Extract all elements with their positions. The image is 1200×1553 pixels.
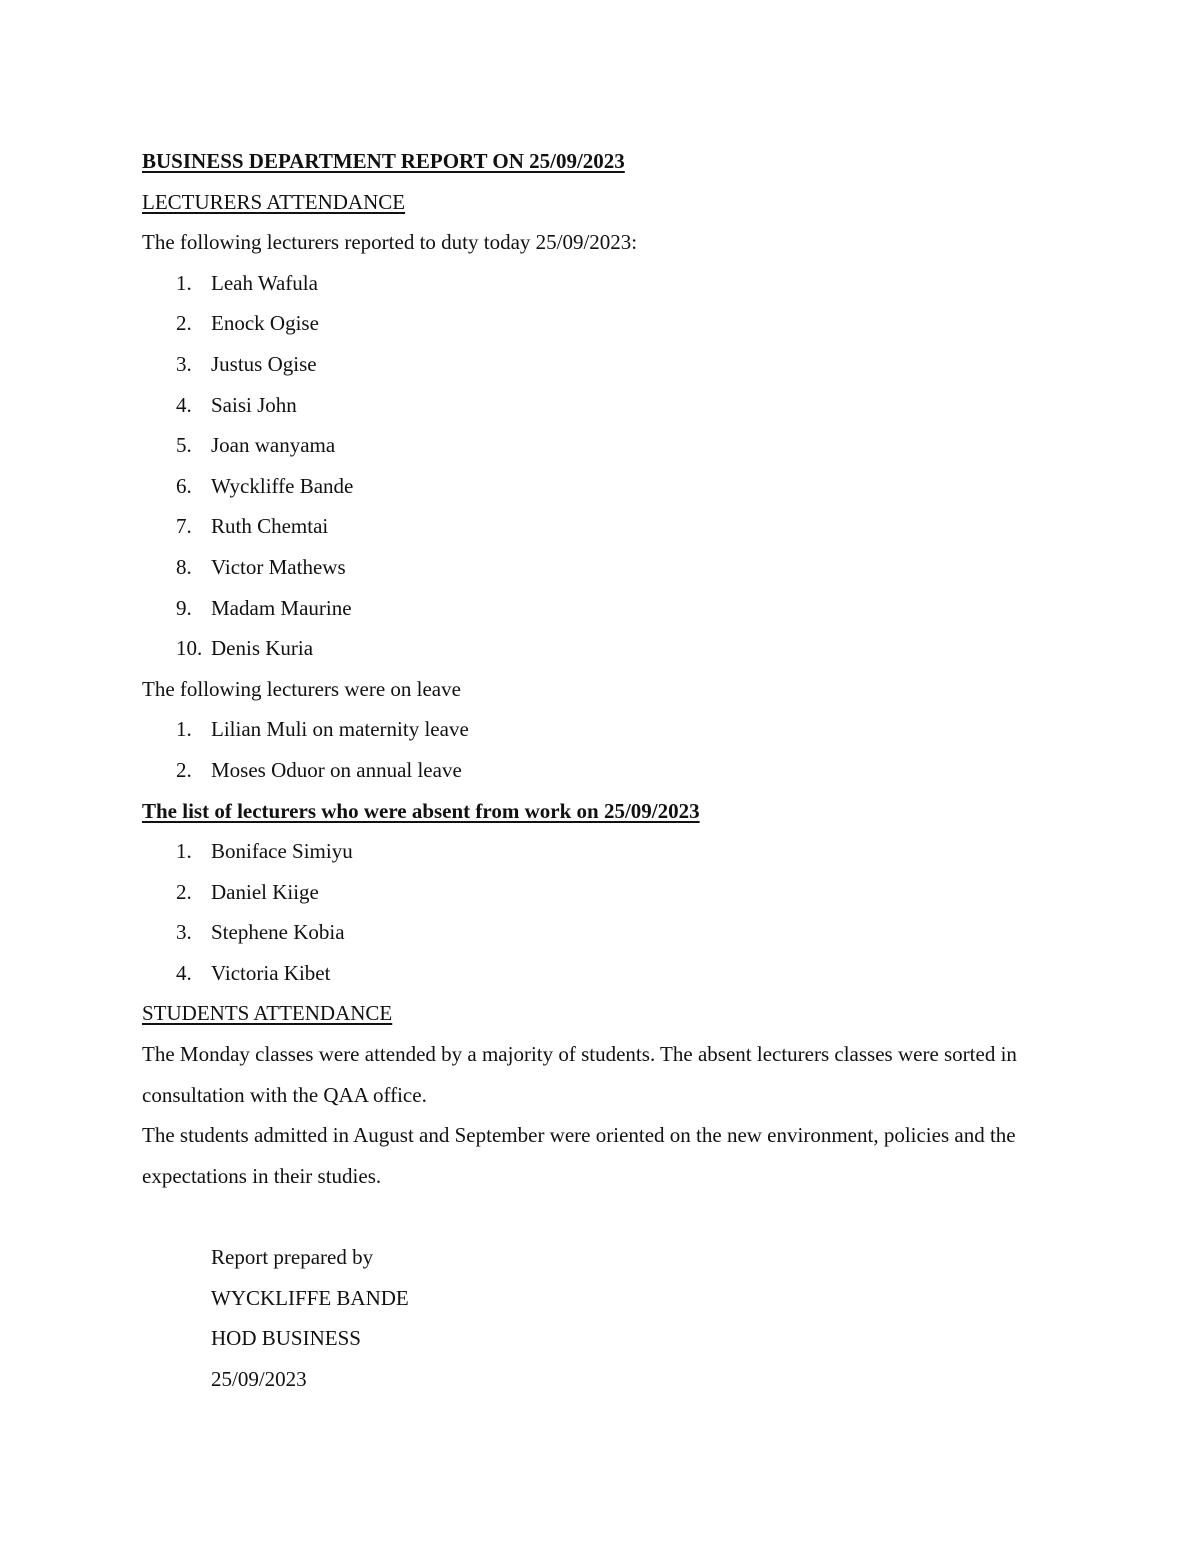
- list-number: 1.: [176, 270, 192, 295]
- list-item: [142, 831, 1072, 872]
- lecturer-name: Moses Oduor on annual leave: [211, 757, 462, 782]
- lecturer-name: Enock Ogise: [211, 311, 319, 336]
- list-item: [142, 506, 1072, 547]
- lecturer-name: Denis Kuria: [211, 636, 314, 661]
- list-item: [142, 425, 1072, 466]
- lecturer-name: Victor Mathews: [211, 554, 346, 579]
- author-name: WYCKLIFFE BANDE: [211, 1285, 409, 1310]
- list-item: [142, 466, 1072, 507]
- lecturer-name: Saisi John: [211, 392, 297, 417]
- lecturer-name: Victoria Kibet: [211, 960, 331, 985]
- lecturer-name: Leah Wafula: [211, 270, 318, 295]
- list-number: 4.: [176, 392, 192, 417]
- list-item: [142, 385, 1072, 426]
- list-number: 1.: [176, 717, 192, 742]
- list-number: 9.: [176, 595, 192, 620]
- list-item: [142, 547, 1072, 588]
- lecturer-name: Stephene Kobia: [211, 920, 345, 945]
- list-item: [142, 263, 1072, 304]
- list-item: [142, 912, 1072, 953]
- lecturer-name: Ruth Chemtai: [211, 514, 329, 539]
- list-item: [142, 344, 1072, 385]
- blank-line: [142, 1196, 1072, 1237]
- report-title: BUSINESS DEPARTMENT REPORT ON 25/09/2023: [142, 149, 625, 173]
- students-paragraph-2: The students admitted in August and September were oriented on the new environment, policies and the expectations in their studies.: [142, 1123, 1016, 1188]
- list-number: 4.: [176, 960, 192, 985]
- leave-lecturers-list: [142, 709, 1072, 790]
- list-number: 3.: [176, 920, 192, 945]
- list-item: [142, 303, 1072, 344]
- list-number: 2.: [176, 757, 192, 782]
- signature-block: [142, 1237, 1072, 1399]
- lecturer-name: Daniel Kiige: [211, 879, 319, 904]
- lecturer-name: Madam Maurine: [211, 595, 352, 620]
- lecturer-name: Justus Ogise: [211, 351, 317, 376]
- list-number: 1.: [176, 839, 192, 864]
- list-item: [142, 709, 1072, 750]
- list-item: [142, 750, 1072, 791]
- leave-intro: The following lecturers were on leave: [142, 676, 461, 701]
- lecturer-name: Lilian Muli on maternity leave: [211, 717, 469, 742]
- absent-heading: The list of lecturers who were absent from work on 25/09/2023: [142, 798, 700, 823]
- report-date: 25/09/2023: [211, 1366, 307, 1391]
- document-page: [142, 141, 1072, 1399]
- list-number: 2.: [176, 311, 192, 336]
- author-role: HOD BUSINESS: [211, 1326, 361, 1351]
- lecturer-name: Joan wanyama: [211, 433, 336, 458]
- list-number: 7.: [176, 514, 192, 539]
- lecturer-name: Wyckliffe Bande: [211, 473, 354, 498]
- list-number: 2.: [176, 879, 192, 904]
- list-number: 8.: [176, 554, 192, 579]
- list-item: [142, 872, 1072, 913]
- list-number: 10.: [176, 636, 203, 661]
- present-lecturers-list: [142, 263, 1072, 669]
- students-paragraph-1: The Monday classes were attended by a majority of students. The absent lecturers classes were sorted in consultation with the QAA office.: [142, 1042, 1017, 1107]
- list-number: 6.: [176, 473, 192, 498]
- prepared-by-label: Report prepared by: [211, 1245, 374, 1270]
- list-number: 5.: [176, 433, 192, 458]
- lecturer-name: Boniface Simiyu: [211, 839, 353, 864]
- list-item: [142, 588, 1072, 629]
- students-attendance-heading: STUDENTS ATTENDANCE: [142, 1001, 393, 1026]
- absent-lecturers-list: [142, 831, 1072, 993]
- list-item: [142, 953, 1072, 994]
- list-number: 3.: [176, 351, 192, 376]
- list-item: [142, 628, 1072, 669]
- lecturers-attendance-heading: LECTURERS ATTENDANCE: [142, 189, 406, 214]
- present-intro: The following lecturers reported to duty today 25/09/2023:: [142, 230, 638, 255]
